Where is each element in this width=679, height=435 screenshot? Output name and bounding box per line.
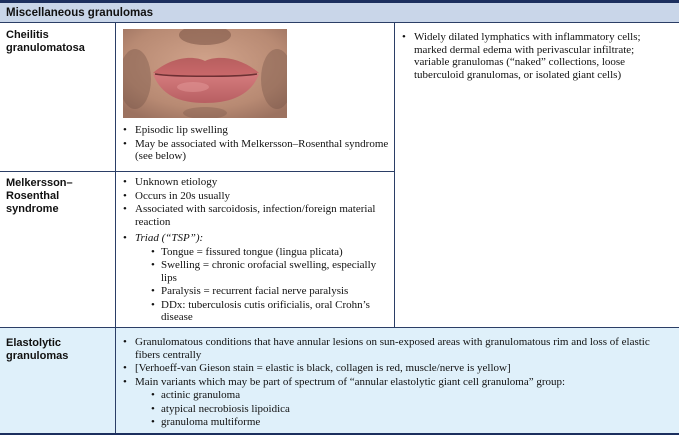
variants-intro: Main variants which may be part of spectrum of “annular elastolytic giant cell granuloma” group: bbox=[135, 375, 566, 388]
triad-list bbox=[149, 246, 389, 324]
column-divider bbox=[394, 23, 395, 327]
row-cheilitis-label: Cheilitis granulomatosa bbox=[6, 29, 85, 54]
row-divider bbox=[0, 171, 394, 172]
list-item: • Paralysis = recurrent facial nerve paralysis bbox=[149, 285, 389, 298]
column-divider bbox=[115, 23, 116, 435]
melkersson-bullets bbox=[121, 176, 389, 324]
list-item: • DDx: tuberculosis cutis orificialis, oral Crohn’s disease bbox=[149, 299, 389, 324]
triad-label: Triad (“TSP”): bbox=[135, 232, 204, 244]
list-item: • atypical necrobiosis lipoidica bbox=[149, 403, 673, 416]
row-elastolytic: Elastolytic granulomas • Granulomatous conditions that have annular lesions on sun-exposed areas with granulomatous rim and loss of elastic fibers centrally • [Verhoeff-van Gieson stain = elastic is black, collagen is red, muscle/nerve is yellow] • Main variants which may be part of spectrum of “annular elastolytic giant cell granuloma” group: • actinic granuloma • atypical necrobiosis lipoidica • granuloma multiforme bbox=[0, 327, 679, 435]
lip-photo-illustration bbox=[123, 29, 287, 118]
lip-swelling-photo bbox=[123, 29, 287, 118]
list-item bbox=[121, 232, 389, 324]
row-melkersson-label: Melkersson–Rosenthal syndrome bbox=[6, 177, 73, 215]
table-header bbox=[0, 3, 679, 23]
variants-list bbox=[149, 389, 673, 429]
list-item: • Occurs in 20s usually bbox=[121, 190, 389, 203]
list-item: • Granulomatous conditions that have annular lesions on sun-exposed areas with granulomatous rim and loss of elastic fibers centrally bbox=[121, 336, 673, 361]
list-item: • Episodic lip swelling bbox=[121, 124, 389, 137]
row-cheilitis-histology bbox=[394, 23, 679, 327]
list-item: • granuloma multiforme bbox=[149, 416, 673, 429]
row-melkersson-clinical bbox=[115, 171, 394, 327]
list-item: • Tongue = fissured tongue (lingua plicata) bbox=[149, 246, 389, 259]
list-item: • May be associated with Melkersson–Rosenthal syndrome (see below) bbox=[121, 138, 389, 163]
cheilitis-bullets bbox=[121, 124, 389, 163]
table-title: Miscellaneous granulomas bbox=[6, 7, 153, 19]
elastolytic-bullets bbox=[121, 336, 673, 429]
list-item: • actinic granuloma bbox=[149, 389, 673, 402]
list-item bbox=[121, 376, 673, 429]
list-item: • Widely dilated lymphatics with inflammatory cells; marked dermal edema with perivascular infiltrate; variable granulomas (“naked” collections, loose tuberculoid granulomas, or isolated giant cells) bbox=[400, 31, 672, 81]
list-item: • [Verhoeff-van Gieson stain = elastic is black, collagen is red, muscle/nerve is yellow] bbox=[121, 362, 673, 375]
row-divider bbox=[0, 327, 679, 328]
list-item: • Unknown etiology bbox=[121, 176, 389, 189]
list-item: • Associated with sarcoidosis, infection/foreign material reaction bbox=[121, 203, 389, 228]
list-item: • Swelling = chronic orofacial swelling, especially lips bbox=[149, 259, 389, 284]
